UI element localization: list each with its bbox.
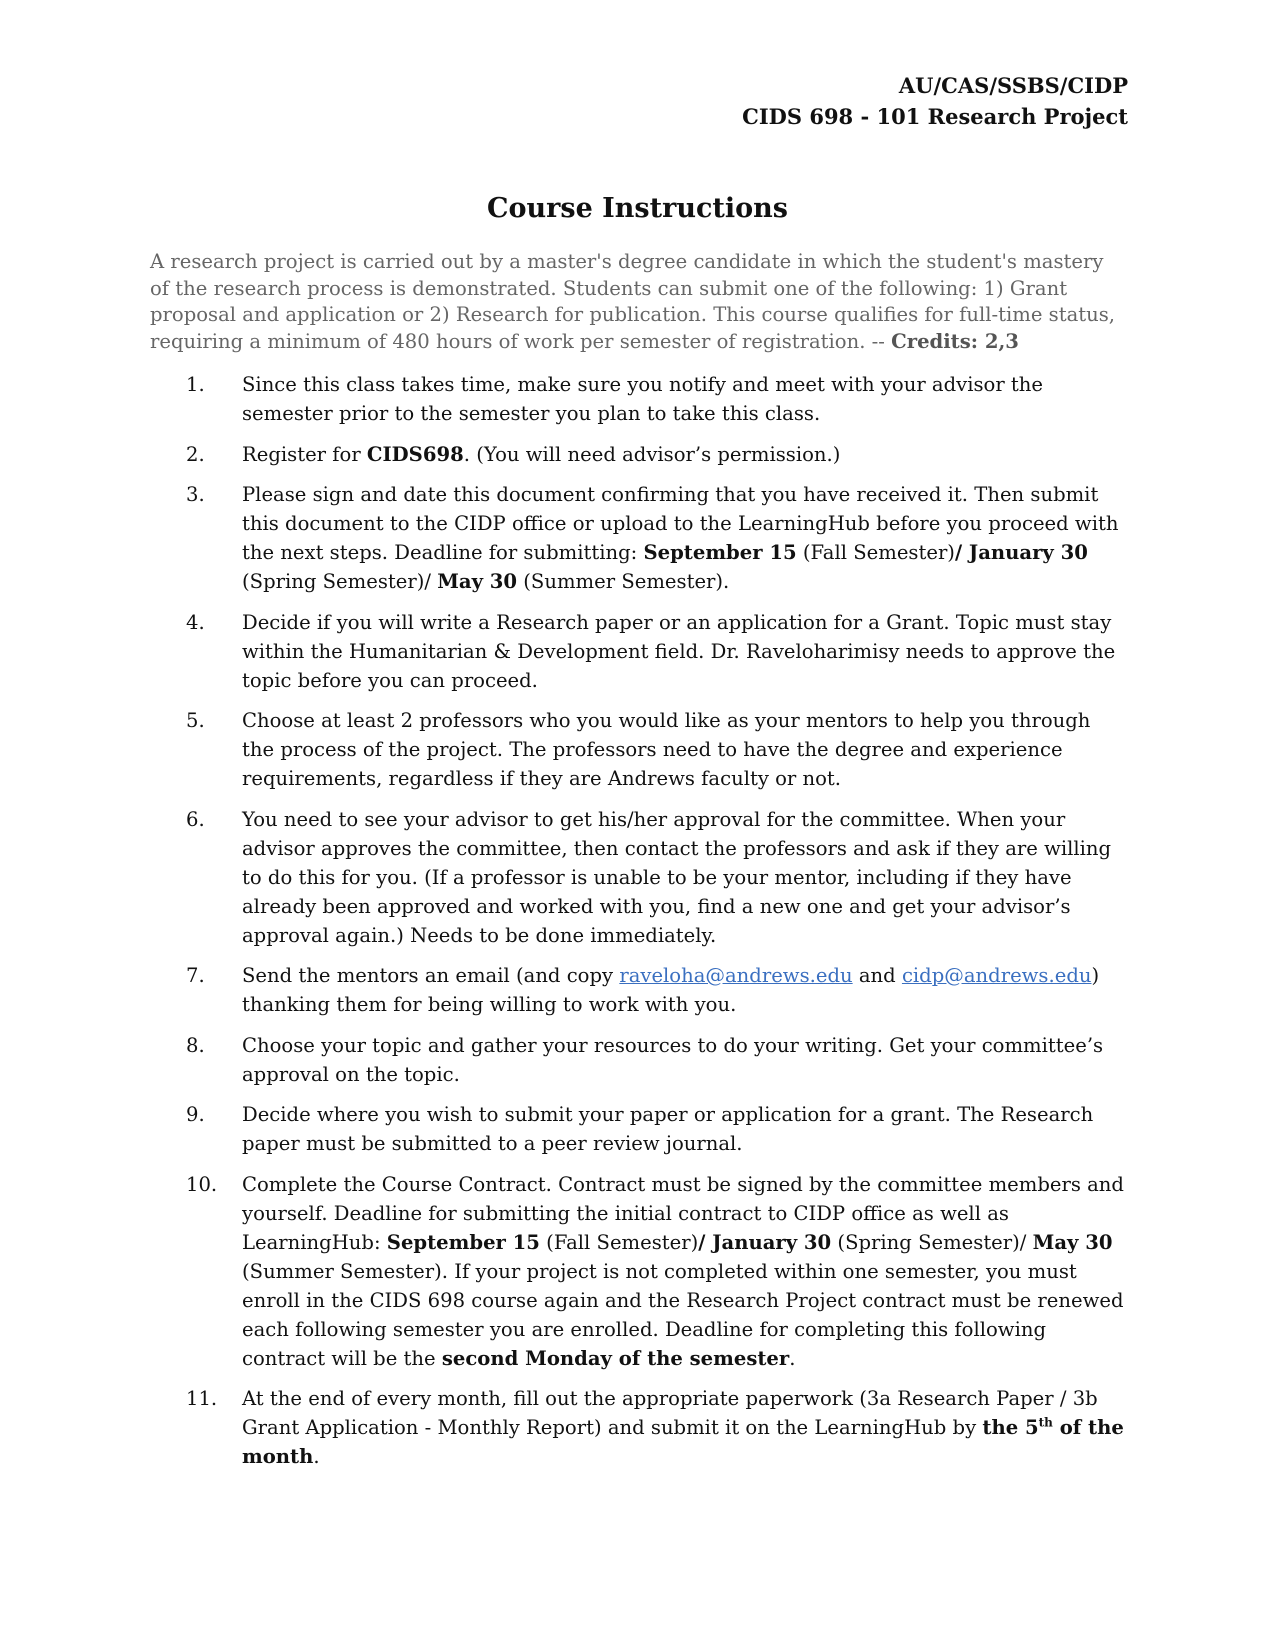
step-text: Decide if you will write a Research paper or an application for a Grant. Topic must stay within the Humanitarian & Development field. Dr. Raveloharimisy needs to approve the topic before you can proceed.: [242, 610, 1116, 692]
ordinal-suffix: th: [1038, 1415, 1053, 1430]
list-item: [150, 706, 1128, 793]
step-text: (Summer Semester). If your project is not completed within one semester, you must enroll in the CIDS 698 course again and the Research Project contract must be renewed each following semester you are enrolled. Deadline for completing this following contract will be the: [242, 1259, 1124, 1370]
step-text: Register for: [242, 442, 367, 466]
course-credits: Credits: 2,3: [891, 329, 1019, 353]
step-number: 3.: [186, 483, 205, 506]
step-text: You need to see your advisor to get his/her approval for the committee. When your advisor approves the committee, then contact the professors and ask if they are willing to do this for you. (If a professor is unable to be your mentor, including if they have already been approved and worked with you, find a new one and get your advisor’s approval again.) Needs to be done immediately.: [242, 807, 1112, 947]
step-number: 11.: [186, 1387, 218, 1410]
list-item: [150, 1384, 1128, 1471]
course-code: CIDS698: [366, 442, 464, 466]
step-number: 1.: [186, 373, 205, 396]
step-text: . (You will need advisor’s permission.): [463, 442, 841, 466]
monthly-deadline-rest: of the month: [242, 1416, 1124, 1468]
step-text: (Summer Semester).: [517, 570, 730, 593]
course-description: [150, 249, 1128, 355]
step-text: .: [313, 1445, 320, 1468]
step-number: 6.: [186, 807, 205, 831]
step-number: 5.: [186, 709, 205, 732]
step-text: Choose at least 2 professors who you would like as your mentors to help you through the process of the project. The professors need to have the degree and experience requirements, regardless if they are Andrews faculty or not.: [242, 709, 1091, 790]
document-header: [742, 70, 1128, 132]
step-text: and: [852, 964, 902, 987]
list-item: [150, 440, 1128, 469]
step-number: 2.: [186, 442, 205, 466]
deadline-fall: September 15: [643, 541, 797, 564]
deadline-summer: May 30: [437, 570, 518, 593]
step-number: 10.: [186, 1172, 218, 1196]
deadline-spring: / January 30: [698, 1230, 832, 1254]
list-item: [150, 961, 1128, 1019]
step-text: Choose your topic and gather your resources to do your writing. Get your committee’s approval on the topic.: [242, 1033, 1104, 1086]
page-title: Course Instructions: [487, 193, 788, 224]
header-org-path: AU/CAS/SSBS/CIDP: [898, 73, 1128, 98]
step-number: 4.: [186, 610, 205, 634]
step-text: Since this class takes time, make sure you notify and meet with your advisor the semester prior to the semester you plan to take this class.: [242, 373, 1044, 425]
email-link-raveloha[interactable]: raveloha@andrews.edu: [619, 964, 853, 987]
deadline-renewal: second Monday of the semester: [441, 1346, 790, 1370]
step-text: ) thanking them for being willing to work with you.: [242, 964, 1100, 1016]
list-item: [150, 480, 1128, 596]
step-number: 7.: [186, 964, 205, 987]
list-item: [150, 1031, 1128, 1089]
step-text: (Spring Semester)/: [831, 1230, 1033, 1254]
list-item: [150, 805, 1128, 950]
monthly-deadline-day: the 5: [982, 1416, 1039, 1439]
deadline-spring: / January 30: [954, 541, 1088, 564]
step-number: 8.: [186, 1033, 205, 1057]
step-text: Decide where you wish to submit your paper or application for a grant. The Research paper must be submitted to a peer review journal.: [242, 1103, 1094, 1155]
step-text: Please sign and date this document confirming that you have received it. Then submit this document to the CIDP office or upload to the LearningHub before you proceed with the next steps. Deadline for submitting:: [242, 483, 1119, 564]
step-text: (Fall Semester): [796, 541, 955, 564]
list-item: [150, 370, 1128, 428]
deadline-summer: May 30: [1032, 1230, 1113, 1254]
step-text: (Fall Semester): [539, 1230, 699, 1254]
list-item: [150, 608, 1128, 695]
instruction-list: [150, 370, 1128, 1483]
list-item: [150, 1170, 1128, 1373]
step-text: Send the mentors an email (and copy: [242, 964, 620, 987]
step-text: Complete the Course Contract. Contract must be signed by the committee members and yourself. Deadline for submitting the initial contract to CIDP office as well as LearningHub:: [242, 1172, 1124, 1254]
email-link-cidp[interactable]: cidp@andrews.edu: [901, 964, 1092, 987]
list-item: [150, 1100, 1128, 1158]
course-description-text: A research project is carried out by a master's degree candidate in which the student's mastery of the research process is demonstrated. Students can submit one of the following: 1) Grant proposal and application or 2) Research for publication. This course qualifies for full-time status, requiring a minimum of 480 hours of work per semester of registration. --: [150, 250, 1116, 353]
step-text: .: [789, 1346, 796, 1370]
step-text: At the end of every month, fill out the appropriate paperwork (3a Research Paper / 3b Grant Application - Monthly Report) and submit it on the LearningHub by: [242, 1387, 1098, 1439]
step-number: 9.: [186, 1103, 205, 1126]
deadline-fall: September 15: [386, 1230, 540, 1254]
header-course-title: CIDS 698 - 101 Research Project: [742, 104, 1128, 129]
step-text: (Spring Semester)/: [242, 570, 438, 593]
